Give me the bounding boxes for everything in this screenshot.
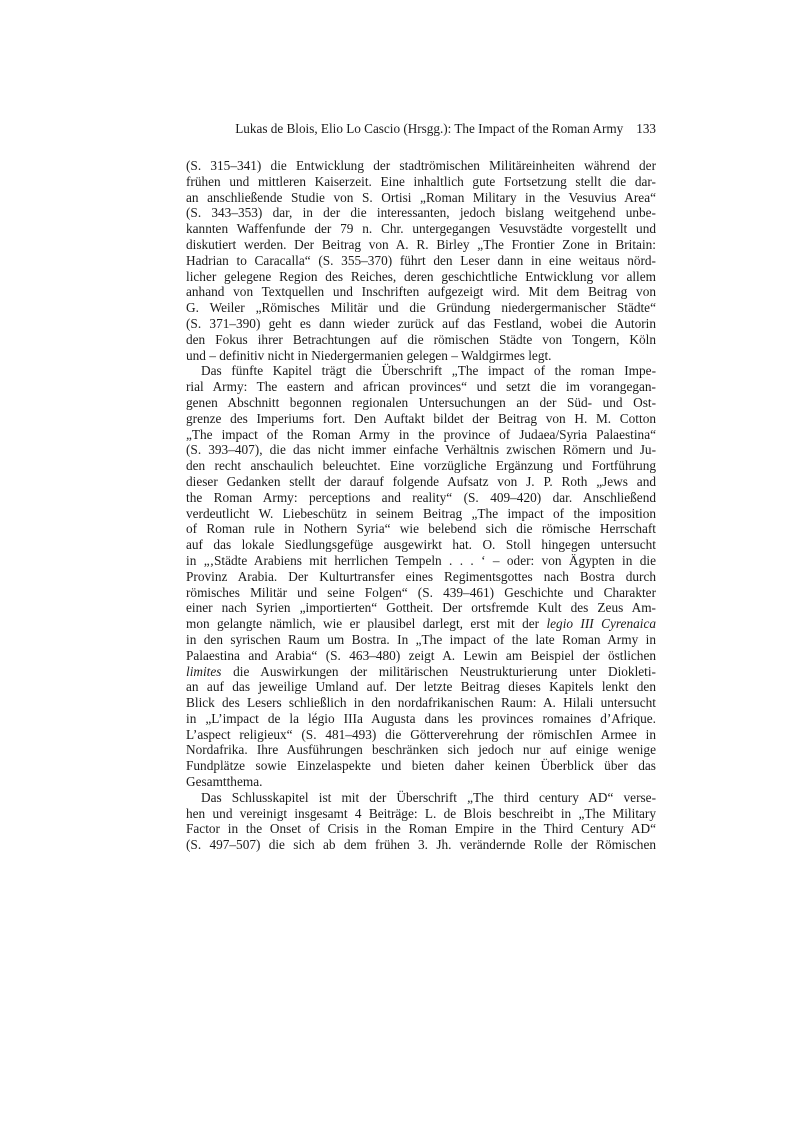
text-line	[186, 632, 656, 648]
running-head-title: Lukas de Blois, Elio Lo Cascio (Hrsgg.): The Impact of the Roman Army	[235, 121, 624, 136]
text-line	[186, 316, 656, 332]
text-segment: in den syrischen Raum um Bostra. In „The impact of the late Roman Army in	[186, 631, 656, 647]
text-segment: kannten Waffenfunde der 79 n. Chr. untergegangen Vesuvstädte vorgestellt und	[186, 221, 656, 237]
text-line	[186, 427, 656, 443]
text-segment: den recht anschaulich beleuchtet. Eine vorzügliche Ergänzung und Fortführung	[186, 458, 656, 474]
text-segment: genen Abschnitt begonnen regionalen Untersuchungen an der Süd- und Ost-	[186, 394, 656, 410]
text-segment: den Fokus ihrer Betrachtungen auf die römischen Städte von Tongern, Köln	[186, 331, 656, 347]
text-block	[186, 121, 656, 853]
text-segment: (S. 315–341) die Entwicklung der stadtrömischen Militäreinheiten während der	[186, 158, 656, 173]
text-line	[186, 790, 656, 806]
text-line	[186, 742, 656, 758]
text-segment: L’aspect religieux“ (S. 481–493) die Götterverehrung der römischIen Armee in	[186, 726, 656, 742]
text-line	[186, 506, 656, 522]
text-line	[186, 363, 656, 379]
italic-text-segment: legio III Cyrenaica	[546, 616, 657, 632]
text-segment: römisches Militär und seine Folgen“ (S. 439–461) Geschichte und Charakter	[186, 584, 656, 600]
text-segment: Gesamtthema.	[186, 774, 263, 790]
text-line	[186, 695, 656, 711]
text-line	[186, 600, 656, 616]
text-line	[186, 205, 656, 221]
text-line	[186, 379, 656, 395]
text-segment: (S. 497–507) die sich ab dem frühen 3. Jh. verändernde Rolle der Römischen	[186, 837, 656, 853]
text-segment: grenze des Imperiums fort. Den Auftakt bildet der Beitrag von H. M. Cotton	[186, 410, 656, 426]
text-segment: G. Weiler „Römisches Militär und die Gründung niedergermanischer Städte“	[186, 300, 656, 316]
text-line	[186, 300, 656, 316]
text-line	[186, 237, 656, 253]
text-line	[186, 758, 656, 774]
text-line	[186, 174, 656, 190]
text-line	[186, 348, 656, 364]
text-line	[186, 474, 656, 490]
text-segment: Das fünfte Kapitel trägt die Überschrift „The impact of the roman Impe-	[201, 363, 656, 379]
text-segment: Hadrian to Caracalla“ (S. 355–370) führt den Leser dann in eine weitaus nörd-	[186, 252, 656, 268]
text-line	[186, 648, 656, 664]
text-line	[186, 395, 656, 411]
text-line	[186, 490, 656, 506]
text-line	[186, 442, 656, 458]
text-line	[186, 569, 656, 585]
text-line	[186, 411, 656, 427]
text-segment: mon gelangte nämlich, wie er plausibel darlegt, erst mit der	[186, 616, 547, 632]
text-line	[186, 806, 656, 822]
text-segment: an auf das jeweilige Umland auf. Der letzte Beitrag dieses Kapitels lenkt den	[186, 679, 656, 695]
text-line	[186, 458, 656, 474]
text-segment: an anschließende Studie von S. Ortisi „Roman Military in the Vesuvius Area“	[186, 189, 656, 205]
text-segment: die Auswirkungen der militärischen Neustrukturierung unter Diokleti-	[221, 663, 656, 679]
text-segment: in „‚Städte Arabiens mit herrlichen Tempeln . . . ‘ – oder: von Ägypten in die	[186, 552, 656, 568]
running-head	[186, 121, 656, 137]
text-line	[186, 774, 656, 790]
text-segment: the Roman Army: perceptions and reality“ (S. 409–420) dar. Anschließend	[186, 489, 656, 505]
text-segment: „The impact of the Roman Army in the province of Judaea/Syria Palaestina“	[186, 426, 656, 442]
text-line	[186, 664, 656, 680]
text-line	[186, 727, 656, 743]
text-segment: Provinz Arabia. Der Kulturtransfer eines Regimentsgottes nach Bostra durch	[186, 568, 656, 584]
text-segment: in „L’impact de la légio IIIa Augusta dans les provinces romaines d’Afrique.	[186, 710, 656, 726]
text-line	[186, 585, 656, 601]
text-segment: und – definitiv nicht in Niedergermanien gelegen – Waldgirmes legt.	[186, 347, 552, 363]
text-segment: (S. 371–390) geht es dann wieder zurück auf das Festland, wobei die Autorin	[186, 315, 656, 331]
text-line	[186, 158, 656, 174]
text-segment: of Roman rule in Nothern Syria“ wie belebend sich die römische Herrschaft	[186, 521, 656, 537]
text-line	[186, 821, 656, 837]
paragraph	[186, 363, 656, 790]
text-line	[186, 711, 656, 727]
text-segment: frühen und mittleren Kaiserzeit. Eine inhaltlich gute Fortsetzung stellt die dar-	[186, 173, 656, 189]
text-segment: rial Army: The eastern and african provinces“ und setzt die im vorangegan-	[186, 379, 656, 395]
text-segment: Factor in the Onset of Crisis in the Roman Empire in the Third Century AD“	[186, 821, 656, 837]
text-segment: Das Schlusskapitel ist mit der Überschrift „The third century AD“ verse-	[201, 789, 656, 805]
text-segment: auf das lokale Siedlungsgefüge ausgewirkt hat. O. Stoll hingegen untersucht	[186, 537, 656, 553]
text-line	[186, 837, 656, 853]
text-segment: anhand von Textquellen und Inschriften aufgezeigt wird. Mit dem Beitrag von	[186, 284, 656, 300]
text-line	[186, 221, 656, 237]
text-segment: Blick des Lesers schließlich in den nordafrikanischen Raum: A. Hilali untersucht	[186, 695, 656, 711]
text-segment: diskutiert werden. Der Beitrag von A. R. Birley „The Frontier Zone in Britain:	[186, 236, 656, 252]
body-text	[186, 158, 656, 853]
text-line	[186, 269, 656, 285]
text-line	[186, 553, 656, 569]
text-segment: (S. 343–353) dar, in der die interessanten, jedoch bislang weitgehend unbe-	[186, 205, 656, 221]
text-segment: Palaestina and Arabia“ (S. 463–480) zeigt A. Lewin am Beispiel der östlichen	[186, 647, 656, 663]
text-segment: verdeutlicht W. Liebeschütz in seinem Beitrag „The impact of the imposition	[186, 505, 656, 521]
text-line	[186, 253, 656, 269]
text-line	[186, 332, 656, 348]
text-segment: licher gelegene Region des Reiches, deren geschichtliche Entwicklung vor allem	[186, 268, 656, 284]
paragraph	[186, 790, 656, 853]
text-segment: Fundplätze sowie Einzelaspekte und bieten daher keinen Überblick über das	[186, 758, 656, 774]
text-segment: dieser Gedanken stellt der darauf folgende Aufsatz von J. P. Roth „Jews and	[186, 473, 656, 489]
text-segment: hen und vereinigt insgesamt 4 Beiträge: L. de Blois beschreibt in „The Military	[186, 805, 656, 821]
text-segment: (S. 393–407), die das nicht immer einfache Verhältnis zwischen Römern und Ju-	[186, 442, 656, 458]
text-segment: Nordafrika. Ihre Ausführungen beschränken sich jedoch nur auf einige wenige	[186, 742, 656, 758]
text-segment: einer nach Syrien „importierten“ Gottheit. Der ortsfremde Kult des Zeus Am-	[186, 600, 656, 616]
text-line	[186, 190, 656, 206]
text-line	[186, 284, 656, 300]
text-line	[186, 521, 656, 537]
page-number: 133	[636, 121, 656, 136]
text-line	[186, 537, 656, 553]
paragraph	[186, 158, 656, 363]
text-line	[186, 679, 656, 695]
italic-text-segment: limites	[186, 663, 222, 679]
text-line	[186, 616, 656, 632]
